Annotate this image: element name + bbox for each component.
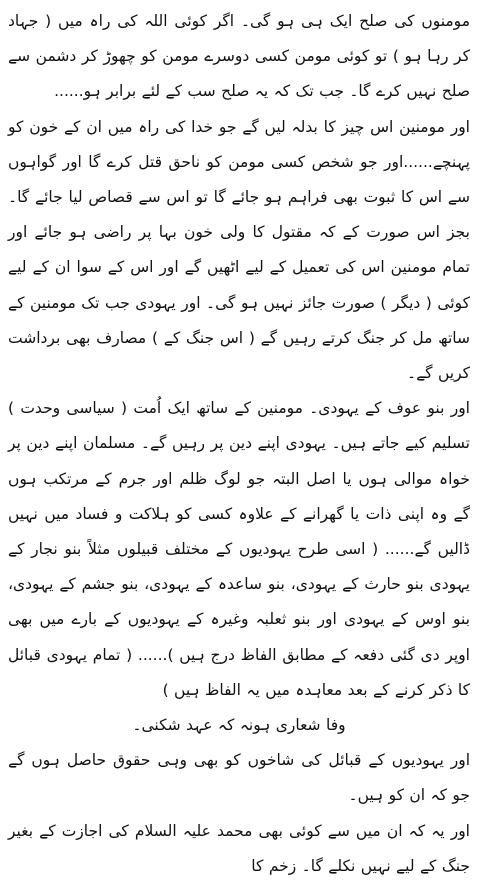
paragraph-tribal-branches: اور یہودیوں کے قبائل کی شاخوں کو بھی وہی حقوق حاصل ہوں گے جو کہ ان کو ہیں۔: [8, 751, 470, 805]
paragraph-loyalty: وفا شعاری ہونہ کہ عہد شکنی۔: [132, 716, 346, 735]
paragraph-war-permission: اور یہ کہ ان میں سے کوئی بھی محمد علیہ السلام کی اجازت کے بغیر جنگ کے لیے نہیں نکلے گا۔ زخم کا: [8, 821, 470, 875]
paragraph-jews-of-bani-auf: اور بنو عوف کے یہودی۔ مومنین کے ساتھ ایک اُمت ( سیاسی وحدت ) تسلیم کیے جاتے ہیں۔ یہودی اپنے دین پر رہیں گے۔ مسلمان اپنے دین پر خواہ موالی ہوں یا اصل البتہ جو لوگ ظلم اور جرم کے مرتکب ہوں گے وہ اپنی ذات یا گھرانے کے علاوہ کسی کو ہلاکت و فساد میں نہیں ڈالیں گے...... ( اسی طرح یہودیوں کے مختلف قبیلوں مثلاً بنو نجار کے یہودی بنو حارث کے یہودی، بنو ساعدہ کے یہودی، بنو جشم کے یہودی، بنو اوس کے یہودی اور بنو ثعلبہ وغیرہ کے یہودیوں کے بارے میں بھی اوپر دی گئی دفعہ کے مطابق الفاظ درج ہیں )...... ( تمام یہودی قبائل کا ذکر کرنے کے بعد معاہدہ میں یہ الفاظ ہیں ): [8, 399, 470, 699]
paragraph-retaliation: اور مومنین اس چیز کا بدلہ لیں گے جو خدا کی راہ میں ان کے خون کو پہنچے......اور جو شخص کسی مومن کو ناحق قتل کرے گا اور گواہوں سے اس کا ثبوت بھی فراہم ہو جائے گا تو اس سے قصاص لیا جائے گا۔ بجز اس صورت کے کہ مقتول کا ولی خون بہا پر راضی ہو جائے اور تمام مومنین اس کی تعمیل کے لیے اٹھیں گے اور اس کے سوا ان کے لیے کوئی ( دیگر ) صورت جائز نہیں ہو گی۔ اور یہودی جب تک مومنین کے ساتھ مل کر جنگ کرتے رہیں گے ( اس جنگ کے ) مصارف بھی برداشت کریں گے۔: [8, 117, 470, 383]
paragraph-believers-peace: مومنوں کی صلح ایک ہی ہو گی۔ اگر کوئی اللہ کی راہ میں ( جہاد کر رہا ہو ) تو کوئی مومن کسی دوسرے مومن کو چھوڑ کر دشمن سے صلح نہیں کرے گا۔ جب تک کہ یہ صلح سب کے لئے برابر ہو......: [8, 12, 470, 101]
